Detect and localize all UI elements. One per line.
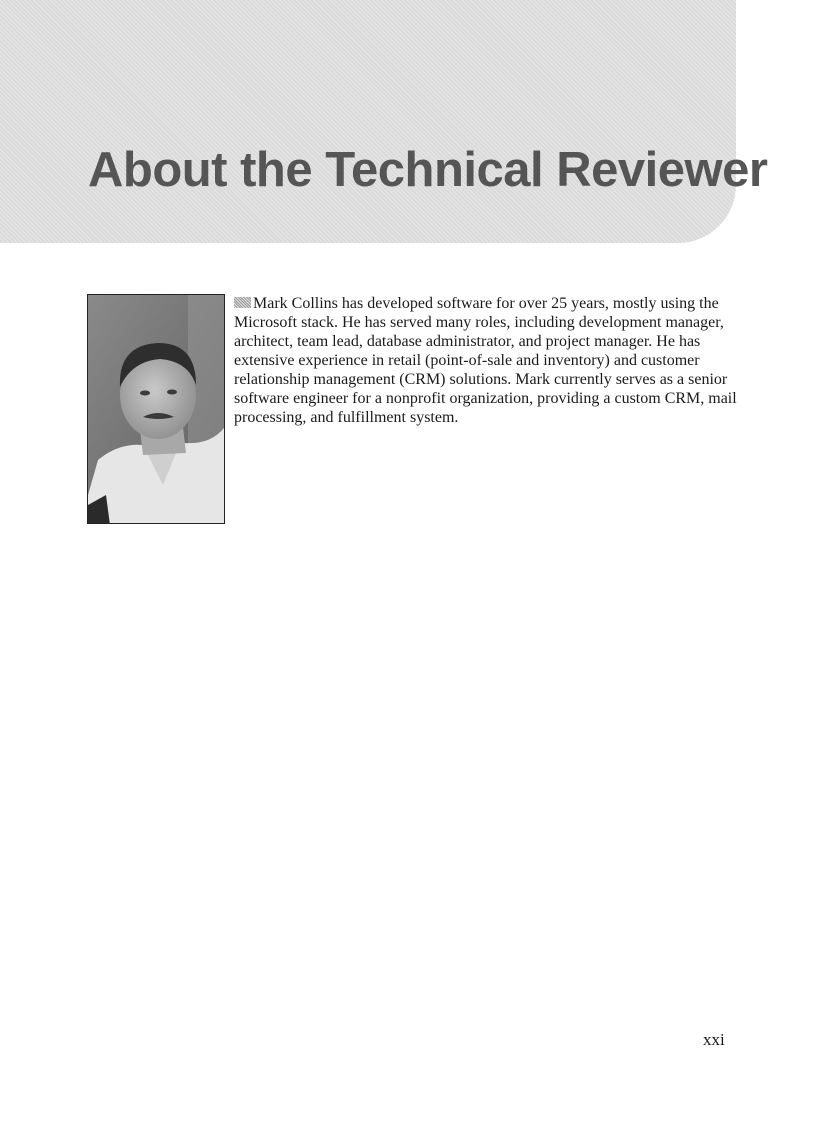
hatched-square-icon [234, 297, 251, 308]
chapter-header-band [0, 0, 736, 243]
page-number: xxi [703, 1030, 725, 1049]
bio-text: Mark Collins has developed software for over 25 years, mostly using the Microsoft stack. He has served many roles, including development manager, architect, team lead, database administrator, and project manager. He has extensive experience in retail (point-of-sale and inventory) and customer relationship management (CRM) solutions. Mark currently serves as a senior software engineer for a nonprofit organization, providing a custom CRM, mail processing, and fulfillment system. [234, 295, 737, 426]
reviewer-photo [87, 294, 225, 524]
reviewer-bio [234, 294, 754, 427]
chapter-title: About the Technical Reviewer [88, 143, 768, 197]
